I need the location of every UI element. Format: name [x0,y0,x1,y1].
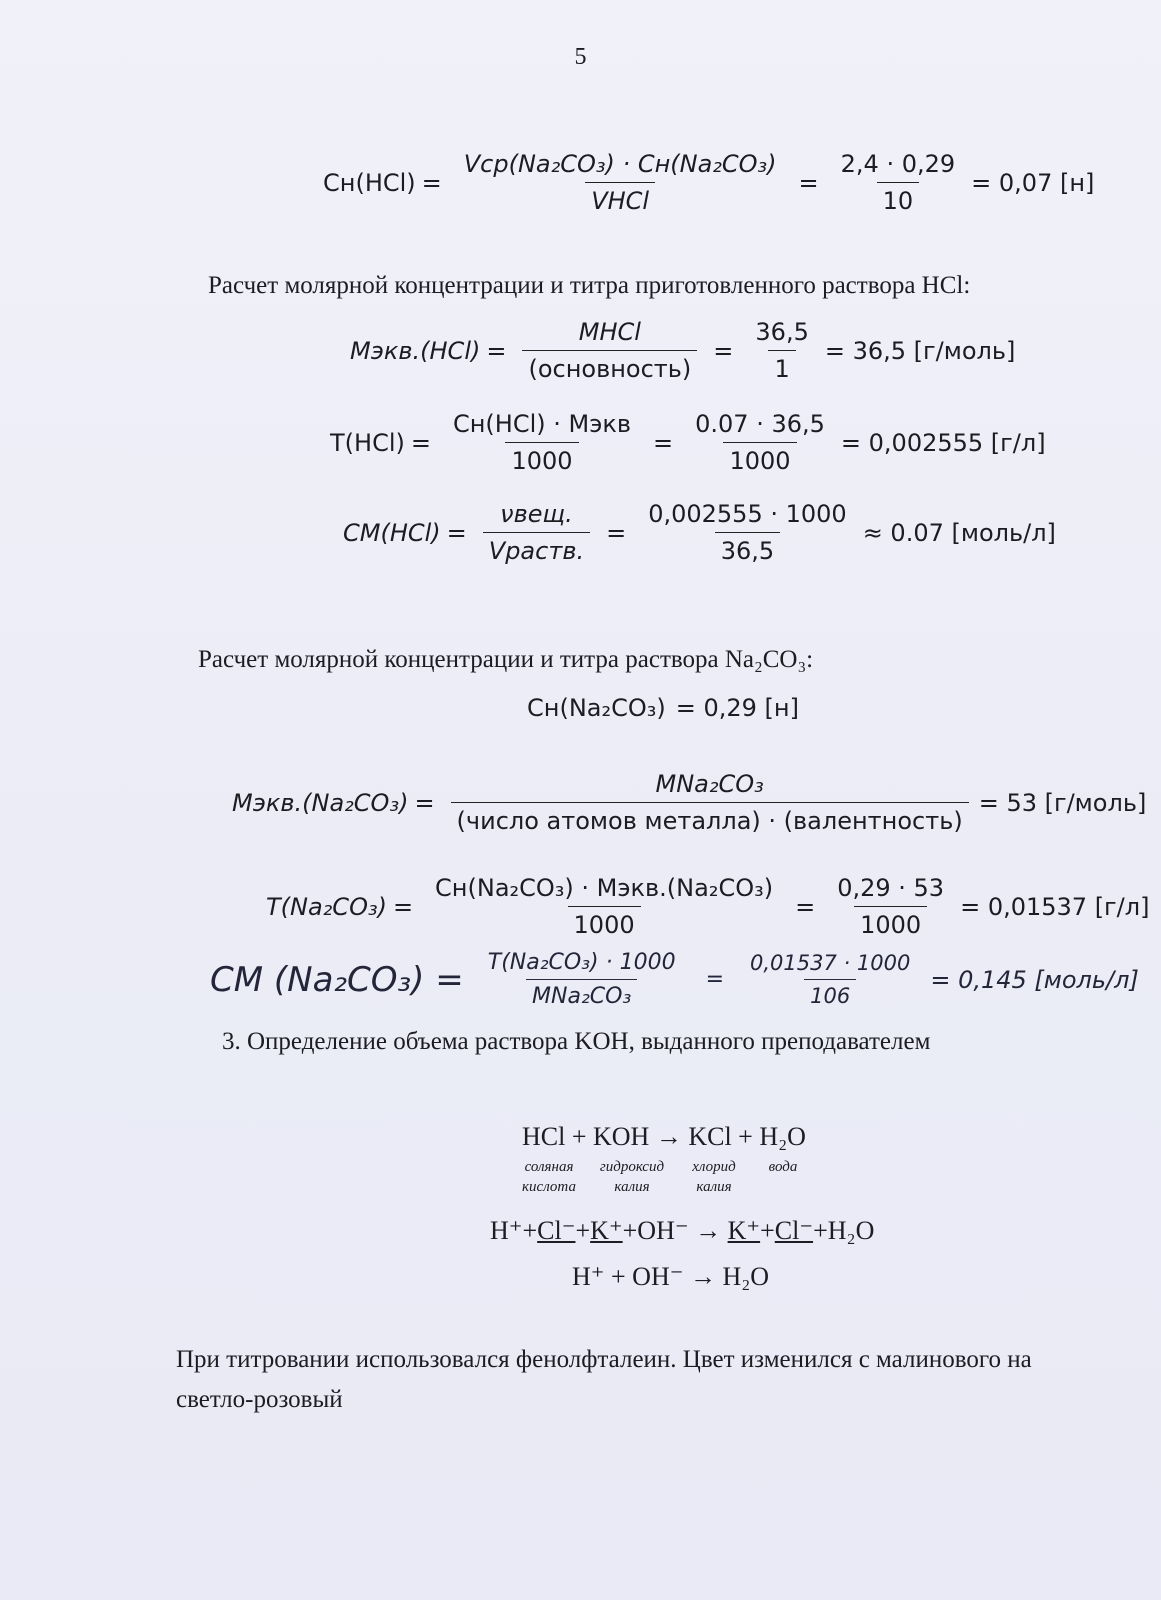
reaction-molecular: HCl + KOH → KCl + H₂O [522,1122,806,1151]
equation-normality-hcl: Cн(HCl) = $\frac{\text{Vср(Na₂CO₃) · Cн(Na₂CO₃)}}{\text{VHCl}}$ = $\frac{2,4 \cdot 0,29}{10}$ = 0,07 [н] [323,150,1095,215]
handwritten-molarity-na2co3: CM (Na₂CO₃) = $\frac{\text{T(Na₂CO₃) · 1000}}{\text{MNa₂CO₃}}$ = $\frac{0,01537 \cdot 1000}{106}$ = 0,145 [моль/л] [210,950,1139,1009]
caption-potassium-hydroxide: гидроксид калия [599,1159,665,1195]
caption-water: вода [768,1159,798,1175]
result: = 0,07 [н] [971,168,1095,197]
equation-equivalent-mass-hcl: Mэкв.(HCl) = $\frac{\text{MHCl}}{\text{(основность)}}$ = $\frac{36,5}{1}$ = 36,5 [г/моль] [350,318,1016,383]
equation-titre-hcl: T(HCl) = $\frac{\text{Cн(HCl) · Mэкв}}{1000}$ = $\frac{0.07 \cdot 36,5}{1000}$ = 0,002555 [г/л] [330,410,1046,475]
lhs: Cн(HCl) [323,168,416,197]
page-number: 5 [574,44,587,70]
caption-hydrochloric-acid: соляная кислота [522,1159,576,1195]
equation-molarity-hcl: CM(HCl) = $\frac{\text{νвещ.}}{\text{Vраств.}}$ = $\frac{0,002555 \cdot 1000}{36,5}$ ≈ 0.07 [моль/л] [343,500,1056,565]
equation-titre-na2co3: T(Na₂CO₃) = $\frac{\text{Cн(Na₂CO₃) · Mэкв.(Na₂CO₃)}}{1000}$ = $\frac{0,29 \cdot 53}{1000}$ = 0,01537 [г/л] [266,874,1150,939]
caption-potassium-chloride: хлорид калия [692,1159,736,1195]
equation-equivalent-mass-na2co3: Mэкв.(Na₂CO₃) = $\frac{\text{MNa₂CO₃}}{\text{(число атомов металла) · (валентность)}}$ = 53 [г/моль] [232,770,1147,835]
section-heading-hcl: Расчет молярной концентрации и титра приготовленного раствора HCl: [208,272,971,299]
equation-normality-na2co3: Cн(Na₂CO₃) = 0,29 [н] [527,694,799,722]
fraction-values: $\frac{2,4 \cdot 0,29}{10}$ [840,150,956,215]
reaction-ionic-short: H⁺ + OH⁻ → H₂O [572,1262,770,1291]
fraction-formula: $\frac{\text{Vср(Na₂CO₃) · Cн(Na₂CO₃)}}{\text{VHCl}}$ [463,150,777,215]
section-heading-na2co3: Расчет молярной концентрации и титра раствора Na₂CO₃: [198,646,814,673]
section-heading-3: 3. Определение объема раствора KOH, выданного преподавателем [222,1028,931,1055]
conclusion-paragraph: При титровании использовался фенолфталеин. Цвет изменился с малинового на светло-розовый [176,1346,1032,1413]
reaction-ionic-full: H⁺+Cl⁻+K⁺+OH⁻ → K⁺+Cl⁻+H₂O [490,1216,875,1245]
